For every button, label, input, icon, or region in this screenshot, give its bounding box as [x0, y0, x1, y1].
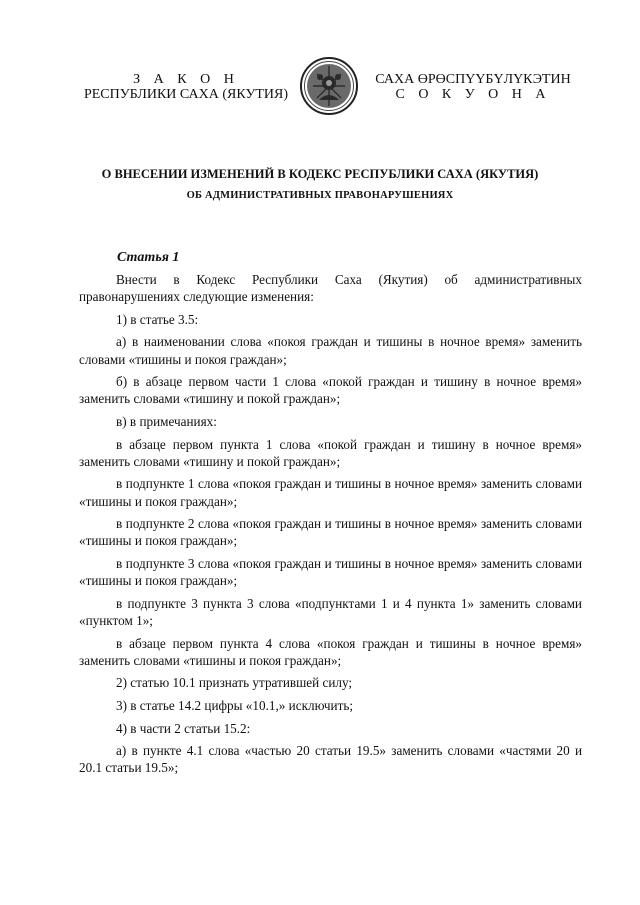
paragraph: 1) в статье 3.5: — [116, 311, 199, 327]
header-left-republic: РЕСПУБЛИКИ САХА (ЯКУТИЯ) — [83, 87, 289, 102]
paragraph: а) в пункте 4.1 слова «частью 20 статьи 19.5» заменить словами «частями 20 и 20.1 статьи 19.5»; — [79, 743, 582, 776]
header-right-republic: САХА ӨРӨСПҮҮБҮЛҮКЭТИН — [375, 72, 571, 87]
header-left-law: З А К О Н — [133, 72, 239, 87]
article-heading: Статья 1 — [117, 250, 180, 265]
paragraph: 2) статью 10.1 признать утратившей силу; — [116, 675, 353, 691]
paragraph: б) в абзаце первом части 1 слова «покой граждан и тишину в ночное время» заменить словами «тишину и покой граждан»; — [79, 374, 582, 407]
article-body — [79, 271, 582, 777]
header-left — [80, 72, 292, 102]
paragraph: Внести в Кодекс Республики Саха (Якутия) об административных правонарушениях следующие изменения: — [79, 272, 582, 305]
document-title-line1: О ВНЕСЕНИИ ИЗМЕНЕНИЙ В КОДЕКС РЕСПУБЛИКИ САХА (ЯКУТИЯ) — [101, 167, 539, 181]
paragraph: в подпункте 3 пункта 3 слова «подпунктами 1 и 4 пункта 1» заменить словами «пунктом 1»; — [79, 595, 582, 628]
paragraph: в абзаце первом пункта 4 слова «покоя граждан и тишины в ночное время» заменить словами «тишины и покоя граждан»; — [79, 635, 582, 668]
header-right-law: С О К У О Н А — [395, 87, 551, 102]
paragraph: в подпункте 3 слова «покоя граждан и тишины в ночное время» заменить словами «тишины и покоя граждан»; — [79, 555, 582, 589]
paragraph: в) в примечаниях: — [116, 413, 217, 429]
coat-of-arms-emblem-icon — [299, 56, 359, 116]
paragraph: в подпункте 2 слова «покоя граждан и тишины в ночное время» заменить словами «тишины и покоя граждан»; — [79, 516, 582, 549]
document-title-line2: ОБ АДМИНИСТРАТИВНЫХ ПРАВОНАРУШЕНИЯХ — [186, 190, 454, 201]
paragraph: в абзаце первом пункта 1 слова «покой граждан и тишину в ночное время» заменить словами «тишину и покой граждан»; — [79, 436, 582, 469]
paragraph: а) в наименовании слова «покоя граждан и тишины в ночное время» заменить словами «тишины и покоя граждан»; — [79, 334, 582, 367]
paragraph: 3) в статье 14.2 цифры «10.1,» исключить; — [116, 697, 354, 713]
header-right — [366, 72, 580, 102]
paragraph: в подпункте 1 слова «покоя граждан и тишины в ночное время» заменить словами «тишины и покоя граждан»; — [79, 476, 582, 509]
paragraph: 4) в части 2 статьи 15.2: — [116, 720, 251, 736]
